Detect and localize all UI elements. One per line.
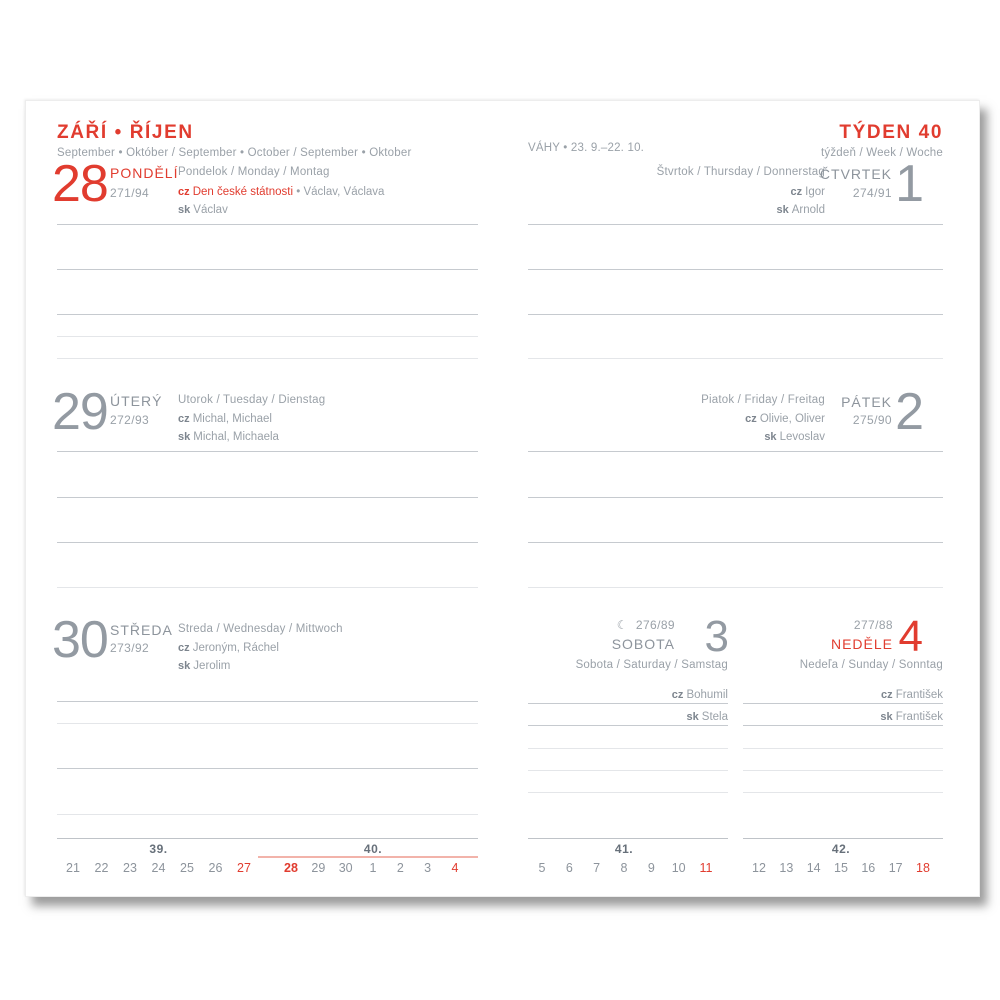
cz-label: cz <box>671 689 687 701</box>
nameday-sk-tuesday <box>178 431 279 443</box>
ruled-line <box>528 451 943 452</box>
day-number-tuesday: 29 <box>52 383 108 441</box>
day-ordinal-tuesday: 272/93 <box>110 413 150 427</box>
zodiac-note: VÁHY • 23. 9.–22. 10. <box>528 142 645 154</box>
nameday-names: Igor <box>805 186 825 198</box>
ruled-line <box>528 587 943 588</box>
calendar-day: 12 <box>752 861 766 875</box>
nameday-names: Stela <box>701 711 728 723</box>
calendar-day-sunday: 27 <box>237 861 251 875</box>
calendar-day: 16 <box>861 861 876 875</box>
ruled-line <box>528 358 943 359</box>
day-ordinal-friday: 275/90 <box>852 413 892 427</box>
day-number-sunday: 4 <box>898 612 922 661</box>
day-name-monday: PONDĚLÍ <box>110 165 179 181</box>
ruled-line <box>57 224 478 225</box>
nameday-cz-saturday <box>528 689 728 701</box>
week-number-40: 40. <box>363 842 383 856</box>
ruled-line <box>57 723 478 724</box>
nameday-names: • Václav, Václava <box>296 186 385 198</box>
calendar-day: 23 <box>123 861 137 875</box>
ordinal-text: 276/89 <box>635 618 675 632</box>
ruled-line <box>528 542 943 543</box>
ruled-line <box>57 451 478 452</box>
ruled-line <box>57 587 478 588</box>
calendar-day-current: 28 <box>284 861 298 875</box>
holiday-text: Den české státnosti <box>192 186 294 198</box>
week-title: TÝDEN 40 <box>839 122 943 143</box>
ruled-line <box>57 542 478 543</box>
day-name-tuesday: ÚTERÝ <box>110 393 163 409</box>
nameday-cz-sunday <box>743 689 943 701</box>
week-number-41: 41. <box>614 842 634 856</box>
nameday-sk-sunday <box>743 711 943 723</box>
month-title: ZÁŘÍ • ŘÍJEN <box>57 122 194 143</box>
nameday-cz-tuesday <box>178 413 272 425</box>
ruled-line <box>57 314 478 315</box>
calendar-day: 22 <box>94 861 109 875</box>
nameday-cz-thursday <box>528 186 825 198</box>
sk-label: sk <box>178 660 194 672</box>
nameday-cz-wednesday <box>178 642 279 654</box>
calendar-day: 17 <box>888 861 903 875</box>
day-number-thursday: 1 <box>895 155 923 213</box>
cz-label: cz <box>178 642 193 654</box>
ruled-line <box>743 792 943 793</box>
nameday-names: Jerolim <box>193 660 231 672</box>
sk-label: sk <box>764 431 780 443</box>
ruled-line <box>57 814 478 815</box>
paper-sheet <box>25 100 980 897</box>
nameday-names: Bohumil <box>686 689 728 701</box>
sk-label: sk <box>880 711 896 723</box>
day-ordinal-wednesday: 273/92 <box>110 641 150 655</box>
calendar-day: 24 <box>151 861 166 875</box>
nameday-names: František <box>895 689 943 701</box>
ruled-line <box>57 358 478 359</box>
nameday-names: Levoslav <box>779 431 825 443</box>
cz-label: cz <box>178 413 193 425</box>
sk-label: sk <box>178 204 194 216</box>
ruled-line <box>57 269 478 270</box>
day-langs-friday: Piatok / Friday / Freitag <box>701 394 825 406</box>
day-langs-thursday: Štvrtok / Thursday / Donnerstag <box>656 166 825 178</box>
ruled-line <box>57 768 478 769</box>
calendar-day: 7 <box>593 861 601 875</box>
day-langs-tuesday: Utorok / Tuesday / Dienstag <box>178 394 326 406</box>
calendar-separator-line <box>743 838 943 839</box>
month-subtitle: September • Október / September • October / September • Oktober <box>57 147 412 159</box>
ruled-line <box>743 725 943 726</box>
week-number-39: 39. <box>149 842 168 856</box>
ruled-line <box>528 224 943 225</box>
nameday-sk-saturday <box>528 711 728 723</box>
calendar-week-41-days <box>532 861 716 875</box>
ruled-line <box>528 748 728 749</box>
ruled-line <box>528 792 728 793</box>
ruled-line <box>743 770 943 771</box>
ruled-line <box>528 314 943 315</box>
ruled-line <box>528 725 728 726</box>
calendar-day: 6 <box>565 861 573 875</box>
calendar-day: 26 <box>208 861 223 875</box>
nameday-names: Jeroným, Ráchel <box>192 642 279 654</box>
day-langs-monday: Pondelok / Monday / Montag <box>178 166 330 178</box>
day-name-sunday: NEDĚLE <box>830 636 893 652</box>
calendar-day: 1 <box>369 861 377 875</box>
day-langs-saturday: Sobota / Saturday / Samstag <box>575 659 728 671</box>
day-ordinal-monday: 271/94 <box>110 186 150 200</box>
calendar-week-39-days <box>63 861 254 875</box>
day-ordinal-sunday: 277/88 <box>853 618 893 632</box>
nameday-names: František <box>895 711 943 723</box>
day-langs-wednesday: Streda / Wednesday / Mittwoch <box>178 623 343 635</box>
ruled-line <box>528 770 728 771</box>
day-number-wednesday: 30 <box>52 611 108 669</box>
ruled-line <box>528 703 728 704</box>
calendar-day: 29 <box>311 861 326 875</box>
day-name-wednesday: STŘEDA <box>110 622 173 638</box>
nameday-sk-thursday <box>528 204 825 216</box>
day-name-saturday: SOBOTA <box>611 636 675 652</box>
ruled-line <box>57 701 478 702</box>
calendar-day-sunday: 11 <box>699 861 713 875</box>
calendar-day: 3 <box>424 861 432 875</box>
nameday-sk-monday <box>178 204 228 216</box>
calendar-day: 8 <box>620 861 628 875</box>
nameday-sk-wednesday <box>178 660 230 672</box>
week-number-42: 42. <box>831 842 851 856</box>
calendar-day: 10 <box>671 861 686 875</box>
nameday-cz-monday <box>178 186 384 198</box>
calendar-day: 21 <box>66 861 80 875</box>
cz-label: cz <box>745 413 760 425</box>
nameday-names: Olivie, Oliver <box>759 413 825 425</box>
calendar-separator-line <box>528 838 728 839</box>
week-subtitle: týždeň / Week / Woche <box>820 147 943 159</box>
nameday-sk-friday <box>528 431 825 443</box>
day-name-friday: PÁTEK <box>841 394 892 410</box>
sk-label: sk <box>686 711 702 723</box>
calendar-day: 15 <box>834 861 848 875</box>
day-ordinal-thursday: 274/91 <box>852 186 892 200</box>
ruled-line <box>57 336 478 337</box>
ruled-line <box>743 748 943 749</box>
calendar-day: 14 <box>806 861 821 875</box>
day-name-thursday: ČTVRTEK <box>819 166 892 182</box>
cz-label: cz <box>178 186 193 198</box>
calendar-separator-line <box>57 838 478 839</box>
current-week-underline <box>258 856 478 858</box>
ruled-line <box>57 497 478 498</box>
ruled-line <box>743 703 943 704</box>
sk-label: sk <box>178 431 194 443</box>
cz-label: cz <box>790 186 806 198</box>
calendar-week-40-days <box>281 861 465 875</box>
nameday-names: Arnold <box>791 204 825 216</box>
day-number-friday: 2 <box>895 383 923 441</box>
day-number-saturday: 3 <box>704 612 728 661</box>
calendar-day-sunday: 4 <box>451 861 459 875</box>
day-number-monday: 28 <box>52 155 108 213</box>
nameday-names: Václav <box>193 204 228 216</box>
calendar-day: 30 <box>338 861 353 875</box>
sk-label: sk <box>776 204 792 216</box>
nameday-names: Michal, Michaela <box>193 431 279 443</box>
ruled-line <box>528 497 943 498</box>
nameday-names: Michal, Michael <box>192 413 272 425</box>
calendar-week-42-days <box>749 861 933 875</box>
calendar-day: 25 <box>180 861 194 875</box>
moon-icon: ☾ <box>616 618 628 632</box>
calendar-day: 2 <box>396 861 404 875</box>
ruled-line <box>528 269 943 270</box>
cz-label: cz <box>881 689 896 701</box>
calendar-day: 5 <box>538 861 546 875</box>
day-langs-sunday: Nedeľa / Sunday / Sonntag <box>799 659 943 671</box>
calendar-day: 9 <box>647 861 655 875</box>
calendar-day-sunday: 18 <box>916 861 930 875</box>
calendar-day: 13 <box>779 861 794 875</box>
nameday-cz-friday <box>528 413 825 425</box>
